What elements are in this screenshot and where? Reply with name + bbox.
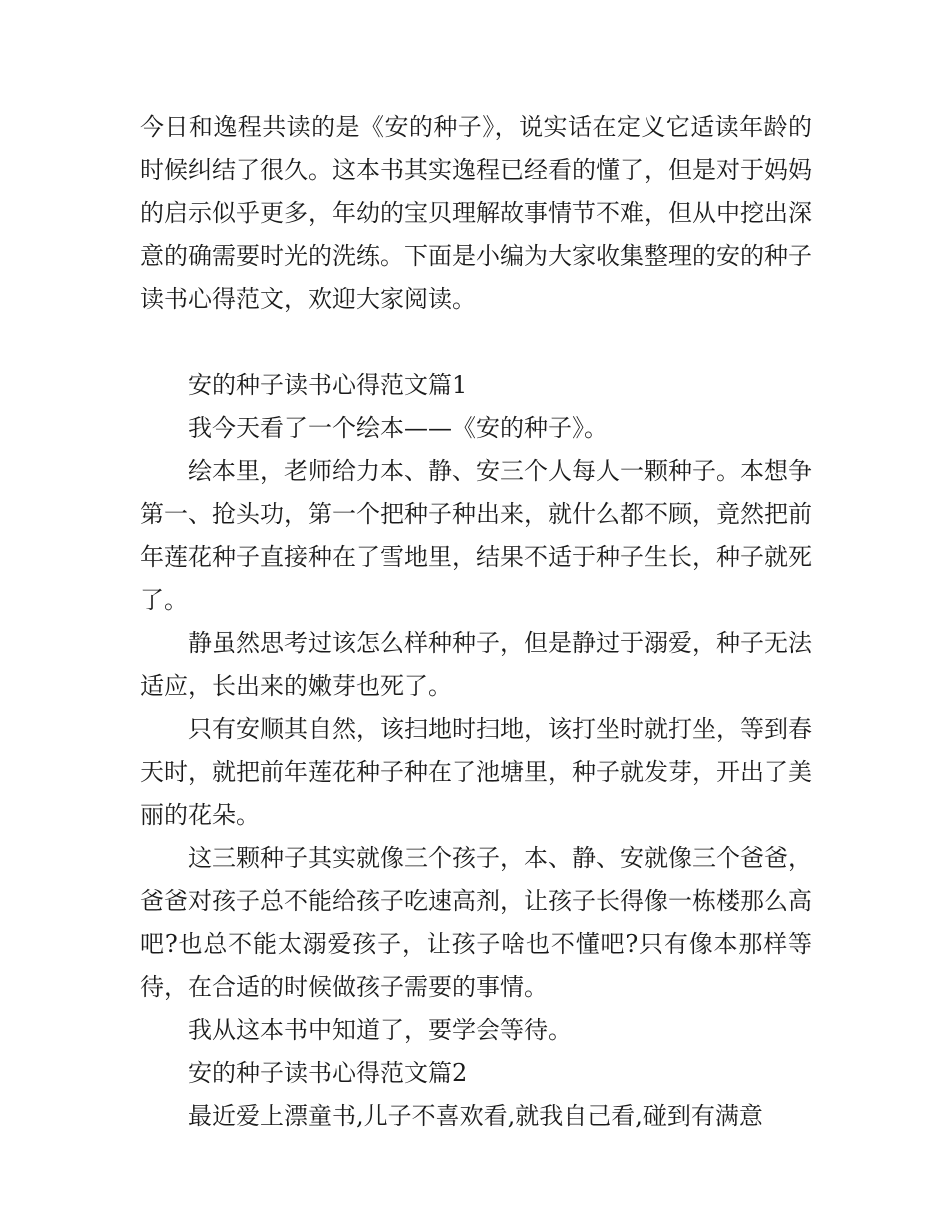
body-paragraph: 我今天看了一个绘本——《安的种子》。 <box>188 414 608 442</box>
document-body <box>140 106 812 1138</box>
paragraph-gap <box>140 321 812 364</box>
body-paragraph: 最近爱上漂童书,儿子不喜欢看,就我自己看,碰到有满意 <box>188 1102 763 1130</box>
section-heading: 安的种子读书心得范文篇1 <box>188 371 468 399</box>
body-paragraph: 这三颗种子其实就像三个孩子，本、静、安就像三个爸爸，爸爸对孩子总不能给孩子吃速高剂，让孩子长得像一栋楼那么高吧?也总不能太溺爱孩子，让孩子啥也不懂吧?只有像本那样等待，在合适的时候做孩子需要的事情。 <box>140 844 812 1001</box>
body-paragraph: 绘本里，老师给力本、静、安三个人每人一颗种子。本想争第一、抢头功，第一个把种子种出来，就什么都不顾，竟然把前年莲花种子直接种在了雪地里，结果不适于种子生长，种子就死了。 <box>140 457 812 614</box>
body-paragraph: 我从这本书中知道了，要学会等待。 <box>188 1016 572 1044</box>
body-paragraph: 只有安顺其自然，该扫地时扫地，该打坐时就打坐，等到春天时，就把前年莲花种子种在了池塘里，种子就发芽，开出了美丽的花朵。 <box>140 715 812 829</box>
section-heading: 安的种子读书心得范文篇2 <box>188 1059 468 1087</box>
body-paragraph: 静虽然思考过该怎么样种种子，但是静过于溺爱，种子无法适应，长出来的嫩芽也死了。 <box>140 629 812 700</box>
intro-paragraph: 今日和逸程共读的是《安的种子》，说实话在定义它适读年龄的时候纠结了很久。这本书其实逸程已经看的懂了，但是对于妈妈的启示似乎更多，年幼的宝贝理解故事情节不难，但从中挖出深意的确需要时光的洗练。下面是小编为大家收集整理的安的种子读书心得范文，欢迎大家阅读。 <box>140 113 812 313</box>
